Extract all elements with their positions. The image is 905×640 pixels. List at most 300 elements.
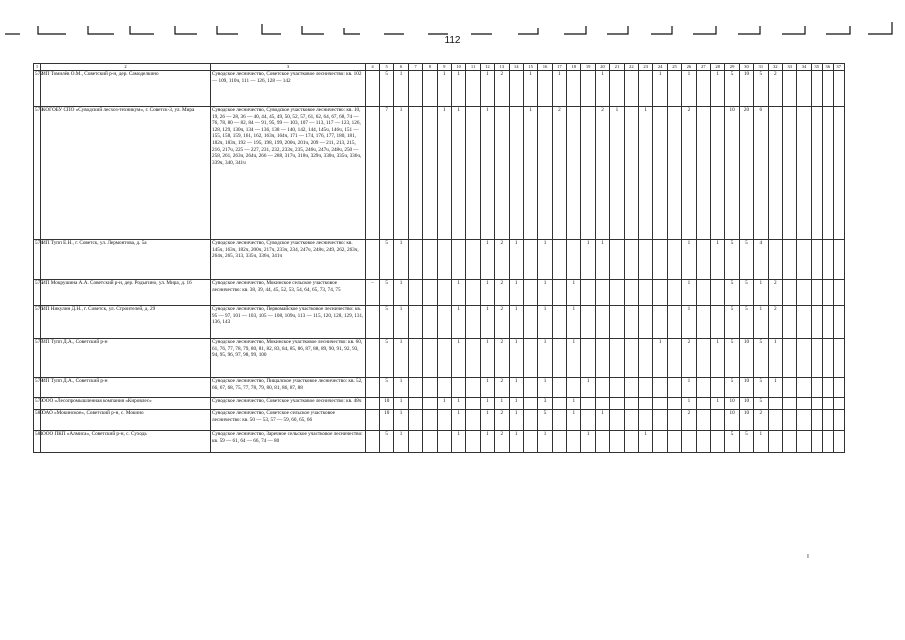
value-cell: 5 xyxy=(380,306,394,339)
value-cell xyxy=(610,410,624,431)
organization-name: ИП Никулин Д.Н., г. Советск, ул. Строителей, д. 29 xyxy=(41,306,211,339)
column-number: 31 xyxy=(754,64,768,71)
organization-name: КОГОБУ СПО «Суводский лесхоз-техникум», г. Советск-3, ул. Мира xyxy=(41,107,211,240)
forest-location: Суводское лесничество, Советское сельское участковое лесничество: кв. 50 — 53, 57 — 59, 60, 65, 66 xyxy=(211,410,366,431)
column-number: 16 xyxy=(538,64,552,71)
value-cell: 1 xyxy=(394,71,408,107)
value-cell: 1 xyxy=(451,71,465,107)
value-cell xyxy=(581,410,595,431)
value-cell xyxy=(822,306,833,339)
value-cell xyxy=(610,280,624,306)
value-cell xyxy=(366,107,380,240)
scan-mark: ı xyxy=(807,553,809,560)
value-cell xyxy=(408,431,422,453)
value-cell xyxy=(797,378,811,398)
value-cell xyxy=(782,107,796,240)
value-cell xyxy=(782,71,796,107)
value-cell: 2 xyxy=(595,107,609,240)
value-cell xyxy=(833,280,844,306)
value-cell: 1 xyxy=(710,398,724,410)
value-cell: 5 xyxy=(754,339,768,378)
value-cell xyxy=(366,431,380,453)
value-cell xyxy=(408,107,422,240)
value-cell xyxy=(782,431,796,453)
value-cell: 1 xyxy=(523,107,537,240)
column-number: 20 xyxy=(595,64,609,71)
value-cell xyxy=(466,107,480,240)
value-cell xyxy=(624,280,638,306)
value-cell: 10 xyxy=(739,71,753,107)
value-cell: 1 xyxy=(710,71,724,107)
value-cell: 1 xyxy=(538,306,552,339)
value-cell: 1 xyxy=(567,398,581,410)
value-cell xyxy=(610,398,624,410)
table-row xyxy=(34,280,845,306)
value-cell xyxy=(710,306,724,339)
value-cell: 2 xyxy=(552,107,566,240)
forest-location: Суводское лесничество, Советское участковое лесничество: кв. 48ч xyxy=(211,398,366,410)
value-cell xyxy=(408,339,422,378)
row-number: 578 xyxy=(34,378,41,398)
column-number: 33 xyxy=(782,64,796,71)
value-cell: 1 xyxy=(437,107,451,240)
value-cell xyxy=(624,339,638,378)
value-cell xyxy=(408,410,422,431)
table-row xyxy=(34,378,845,398)
value-cell xyxy=(552,240,566,280)
value-cell: 1 xyxy=(480,378,494,398)
value-cell: 1 xyxy=(768,378,782,398)
value-cell xyxy=(833,71,844,107)
column-number: 27 xyxy=(696,64,710,71)
value-cell xyxy=(696,306,710,339)
value-cell: 1 xyxy=(538,378,552,398)
column-number: 6 xyxy=(394,64,408,71)
table-row xyxy=(34,398,845,410)
value-cell: 1 xyxy=(595,240,609,280)
value-cell xyxy=(653,280,667,306)
value-cell xyxy=(509,107,523,240)
value-cell: 7 xyxy=(380,107,394,240)
value-cell xyxy=(639,280,653,306)
value-cell xyxy=(667,306,681,339)
value-cell xyxy=(822,410,833,431)
value-cell xyxy=(811,378,822,398)
value-cell: 1 xyxy=(509,339,523,378)
value-cell xyxy=(595,431,609,453)
value-cell xyxy=(653,431,667,453)
column-number: 23 xyxy=(639,64,653,71)
value-cell xyxy=(833,240,844,280)
value-cell xyxy=(667,410,681,431)
column-number: 22 xyxy=(624,64,638,71)
column-number: 28 xyxy=(710,64,724,71)
value-cell: 1 xyxy=(480,71,494,107)
value-cell: 1 xyxy=(509,431,523,453)
value-cell xyxy=(653,107,667,240)
value-cell xyxy=(797,410,811,431)
value-cell xyxy=(667,398,681,410)
value-cell xyxy=(811,306,822,339)
value-cell: 1 xyxy=(451,339,465,378)
value-cell: 2 xyxy=(682,339,696,378)
value-cell xyxy=(437,306,451,339)
value-cell: 1 xyxy=(682,378,696,398)
value-cell xyxy=(696,378,710,398)
column-number: 34 xyxy=(797,64,811,71)
value-cell xyxy=(437,378,451,398)
value-cell xyxy=(466,240,480,280)
value-cell xyxy=(667,71,681,107)
row-number: 579 xyxy=(34,398,41,410)
value-cell xyxy=(552,431,566,453)
value-cell xyxy=(366,410,380,431)
value-cell xyxy=(682,431,696,453)
value-cell: 5 xyxy=(538,410,552,431)
value-cell: 1 xyxy=(509,280,523,306)
value-cell xyxy=(523,240,537,280)
value-cell xyxy=(509,71,523,107)
value-cell xyxy=(797,71,811,107)
value-cell xyxy=(552,280,566,306)
value-cell: 1 xyxy=(480,398,494,410)
value-cell: 10 xyxy=(725,107,739,240)
value-cell: 1 xyxy=(451,410,465,431)
value-cell: 1 xyxy=(509,398,523,410)
column-number: 36 xyxy=(822,64,833,71)
value-cell xyxy=(581,107,595,240)
value-cell xyxy=(811,410,822,431)
row-number: 575 xyxy=(34,280,41,306)
value-cell xyxy=(408,240,422,280)
value-cell: 5 xyxy=(754,71,768,107)
value-cell xyxy=(523,306,537,339)
registry-table xyxy=(33,63,845,453)
value-cell: 1 xyxy=(639,107,653,240)
value-cell: 1 xyxy=(567,339,581,378)
row-number: 577 xyxy=(34,339,41,378)
value-cell xyxy=(696,280,710,306)
value-cell xyxy=(768,431,782,453)
value-cell xyxy=(437,339,451,378)
value-cell: 6 xyxy=(754,107,768,240)
column-number: 18 xyxy=(567,64,581,71)
value-cell xyxy=(423,410,437,431)
value-cell xyxy=(782,378,796,398)
value-cell xyxy=(822,398,833,410)
value-cell xyxy=(822,240,833,280)
value-cell xyxy=(710,410,724,431)
column-number: 32 xyxy=(768,64,782,71)
value-cell xyxy=(366,378,380,398)
value-cell xyxy=(523,378,537,398)
value-cell xyxy=(639,339,653,378)
value-cell xyxy=(710,378,724,398)
value-cell: 5 xyxy=(739,280,753,306)
value-cell: 5 xyxy=(754,398,768,410)
forest-location: Суводское лесничество, Заречное сельское участковое лесничество: кв. 59 — 61, 64 — 66, 74 — 80 xyxy=(211,431,366,453)
value-cell xyxy=(624,410,638,431)
value-cell: 1 xyxy=(394,378,408,398)
value-cell: 5 xyxy=(739,306,753,339)
value-cell xyxy=(423,378,437,398)
value-cell xyxy=(653,306,667,339)
value-cell: 2 xyxy=(495,71,509,107)
value-cell xyxy=(610,71,624,107)
value-cell xyxy=(423,71,437,107)
value-cell xyxy=(710,280,724,306)
value-cell: 1 xyxy=(595,71,609,107)
column-number: 37 xyxy=(833,64,844,71)
value-cell xyxy=(782,339,796,378)
row-number: 580 xyxy=(34,410,41,431)
value-cell xyxy=(408,280,422,306)
column-number: 13 xyxy=(495,64,509,71)
value-cell xyxy=(466,398,480,410)
column-number: 17 xyxy=(552,64,566,71)
organization-name: ОАО «Мокинское», Советский р-н, с. Мокино xyxy=(41,410,211,431)
table-row xyxy=(34,306,845,339)
value-cell xyxy=(523,431,537,453)
value-cell xyxy=(552,378,566,398)
value-cell: 5 xyxy=(754,378,768,398)
value-cell xyxy=(822,431,833,453)
value-cell xyxy=(797,107,811,240)
value-cell: 10 xyxy=(380,410,394,431)
value-cell xyxy=(567,71,581,107)
value-cell: 10 xyxy=(739,378,753,398)
scan-tab-marks xyxy=(0,0,905,40)
value-cell: 2 xyxy=(495,431,509,453)
value-cell: 1 xyxy=(480,240,494,280)
value-cell: 1 xyxy=(754,306,768,339)
value-cell xyxy=(639,240,653,280)
value-cell: 1 xyxy=(581,240,595,280)
value-cell: 1 xyxy=(768,339,782,378)
value-cell xyxy=(696,339,710,378)
value-cell xyxy=(610,339,624,378)
value-cell xyxy=(833,431,844,453)
value-cell: 1 xyxy=(567,280,581,306)
row-number: 573 xyxy=(34,107,41,240)
value-cell xyxy=(423,306,437,339)
forest-location: Суводское лесничество, Суводское участковое лесничество: кв. 145ч, 163ч, 182ч, 200ч, 217ч, 233ч, 234, 247ч, 248ч, 249, 262, 263ч, 264ч, 265, 313, 335ч, 336ч, 341ч xyxy=(211,240,366,280)
value-cell xyxy=(624,71,638,107)
value-cell: 1 xyxy=(495,398,509,410)
column-number: 1 xyxy=(34,64,41,71)
value-cell xyxy=(782,306,796,339)
value-cell xyxy=(423,240,437,280)
value-cell xyxy=(423,339,437,378)
value-cell xyxy=(408,378,422,398)
value-cell: 5 xyxy=(725,431,739,453)
value-cell xyxy=(639,71,653,107)
column-number: 30 xyxy=(739,64,753,71)
value-cell xyxy=(639,306,653,339)
value-cell xyxy=(466,339,480,378)
value-cell xyxy=(811,71,822,107)
value-cell xyxy=(797,240,811,280)
value-cell xyxy=(466,71,480,107)
row-number: 574 xyxy=(34,240,41,280)
value-cell xyxy=(366,398,380,410)
value-cell: 1 xyxy=(394,306,408,339)
column-number: 8 xyxy=(423,64,437,71)
value-cell: 5 xyxy=(380,71,394,107)
column-number: 26 xyxy=(682,64,696,71)
value-cell: 5 xyxy=(380,240,394,280)
value-cell xyxy=(408,398,422,410)
value-cell: 3 xyxy=(538,398,552,410)
value-cell xyxy=(696,410,710,431)
value-cell xyxy=(639,378,653,398)
value-cell: 1 xyxy=(595,410,609,431)
organization-name: ООО ПКП «Алмиса», Советский р-н, с. Суходь xyxy=(41,431,211,453)
value-cell xyxy=(595,280,609,306)
value-cell: 1 xyxy=(653,71,667,107)
value-cell xyxy=(811,240,822,280)
organization-name: ИП Тупп Д.А., Советский р-н xyxy=(41,339,211,378)
value-cell xyxy=(797,398,811,410)
table-row xyxy=(34,339,845,378)
value-cell: 2 xyxy=(495,306,509,339)
value-cell: 2 xyxy=(754,410,768,431)
value-cell xyxy=(639,398,653,410)
value-cell: 1 xyxy=(653,339,667,378)
value-cell: 5 xyxy=(380,339,394,378)
value-cell xyxy=(822,71,833,107)
value-cell xyxy=(595,398,609,410)
value-cell: 5 xyxy=(725,378,739,398)
value-cell xyxy=(833,306,844,339)
value-cell xyxy=(811,431,822,453)
value-cell xyxy=(495,107,509,240)
value-cell: 5 xyxy=(725,240,739,280)
column-number: 21 xyxy=(610,64,624,71)
value-cell xyxy=(822,339,833,378)
value-cell: 1 xyxy=(581,378,595,398)
column-number: 10 xyxy=(451,64,465,71)
column-number: 3 xyxy=(211,64,366,71)
column-number-row xyxy=(34,64,845,71)
forest-location: Суводское лесничество, Пищалское участковое лесничество: кв. 52, 66, 67, 68, 75, 77, 78, 79, 80, 81, 86, 87, 88 xyxy=(211,378,366,398)
value-cell xyxy=(811,339,822,378)
page-number: 112 xyxy=(444,35,461,46)
value-cell xyxy=(696,240,710,280)
value-cell xyxy=(437,280,451,306)
value-cell xyxy=(797,306,811,339)
value-cell xyxy=(696,71,710,107)
value-cell: 2 xyxy=(768,306,782,339)
value-cell xyxy=(552,339,566,378)
value-cell xyxy=(811,107,822,240)
value-cell xyxy=(833,410,844,431)
column-number: 25 xyxy=(667,64,681,71)
value-cell xyxy=(624,240,638,280)
value-cell: 1 xyxy=(509,240,523,280)
table-row xyxy=(34,240,845,280)
column-number: 4 xyxy=(366,64,380,71)
value-cell xyxy=(833,339,844,378)
value-cell xyxy=(567,431,581,453)
value-cell xyxy=(822,378,833,398)
value-cell xyxy=(667,378,681,398)
value-cell: 1 xyxy=(682,306,696,339)
value-cell: 1 xyxy=(567,306,581,339)
column-number: 19 xyxy=(581,64,595,71)
column-number: 7 xyxy=(408,64,422,71)
table-row xyxy=(34,410,845,431)
value-cell xyxy=(538,107,552,240)
column-number: 12 xyxy=(480,64,494,71)
column-number: 14 xyxy=(509,64,523,71)
column-number: 2 xyxy=(41,64,211,71)
value-cell xyxy=(466,431,480,453)
value-cell: 1 xyxy=(394,280,408,306)
value-cell: 5 xyxy=(725,339,739,378)
value-cell xyxy=(581,71,595,107)
value-cell: 1 xyxy=(523,71,537,107)
value-cell xyxy=(624,431,638,453)
value-cell xyxy=(653,240,667,280)
value-cell xyxy=(610,240,624,280)
value-cell: 1 xyxy=(552,71,566,107)
row-number: 576 xyxy=(34,306,41,339)
value-cell xyxy=(451,378,465,398)
value-cell: 1 xyxy=(451,398,465,410)
value-cell xyxy=(581,339,595,378)
value-cell: 4 xyxy=(754,240,768,280)
value-cell: 2 xyxy=(495,240,509,280)
value-cell: 1 xyxy=(437,398,451,410)
value-cell: 1 xyxy=(451,280,465,306)
value-cell: 1 xyxy=(509,410,523,431)
value-cell: 2 xyxy=(768,71,782,107)
value-cell xyxy=(710,107,724,240)
value-cell xyxy=(567,107,581,240)
value-cell: 1 xyxy=(451,306,465,339)
row-number: 581 xyxy=(34,431,41,453)
value-cell xyxy=(782,240,796,280)
value-cell xyxy=(639,410,653,431)
value-cell: 1 xyxy=(480,410,494,431)
value-cell: 2 xyxy=(495,410,509,431)
organization-name: ИП Тупп Д.А., Советский р-н xyxy=(41,378,211,398)
value-cell xyxy=(822,107,833,240)
value-cell: 2 xyxy=(682,107,696,240)
value-cell: 10 xyxy=(725,398,739,410)
value-cell: 5 xyxy=(725,71,739,107)
value-cell xyxy=(822,280,833,306)
value-cell xyxy=(797,339,811,378)
value-cell: 1 xyxy=(394,339,408,378)
value-cell xyxy=(782,280,796,306)
value-cell xyxy=(552,410,566,431)
column-number: 35 xyxy=(811,64,822,71)
value-cell xyxy=(552,306,566,339)
column-number: 15 xyxy=(523,64,537,71)
value-cell xyxy=(423,280,437,306)
column-number: 11 xyxy=(466,64,480,71)
value-cell xyxy=(653,378,667,398)
row-number: 572 xyxy=(34,71,41,107)
value-cell: 1 xyxy=(451,431,465,453)
value-cell xyxy=(667,431,681,453)
value-cell: 5 xyxy=(380,431,394,453)
value-cell xyxy=(610,306,624,339)
value-cell xyxy=(567,240,581,280)
value-cell: 1 xyxy=(581,431,595,453)
